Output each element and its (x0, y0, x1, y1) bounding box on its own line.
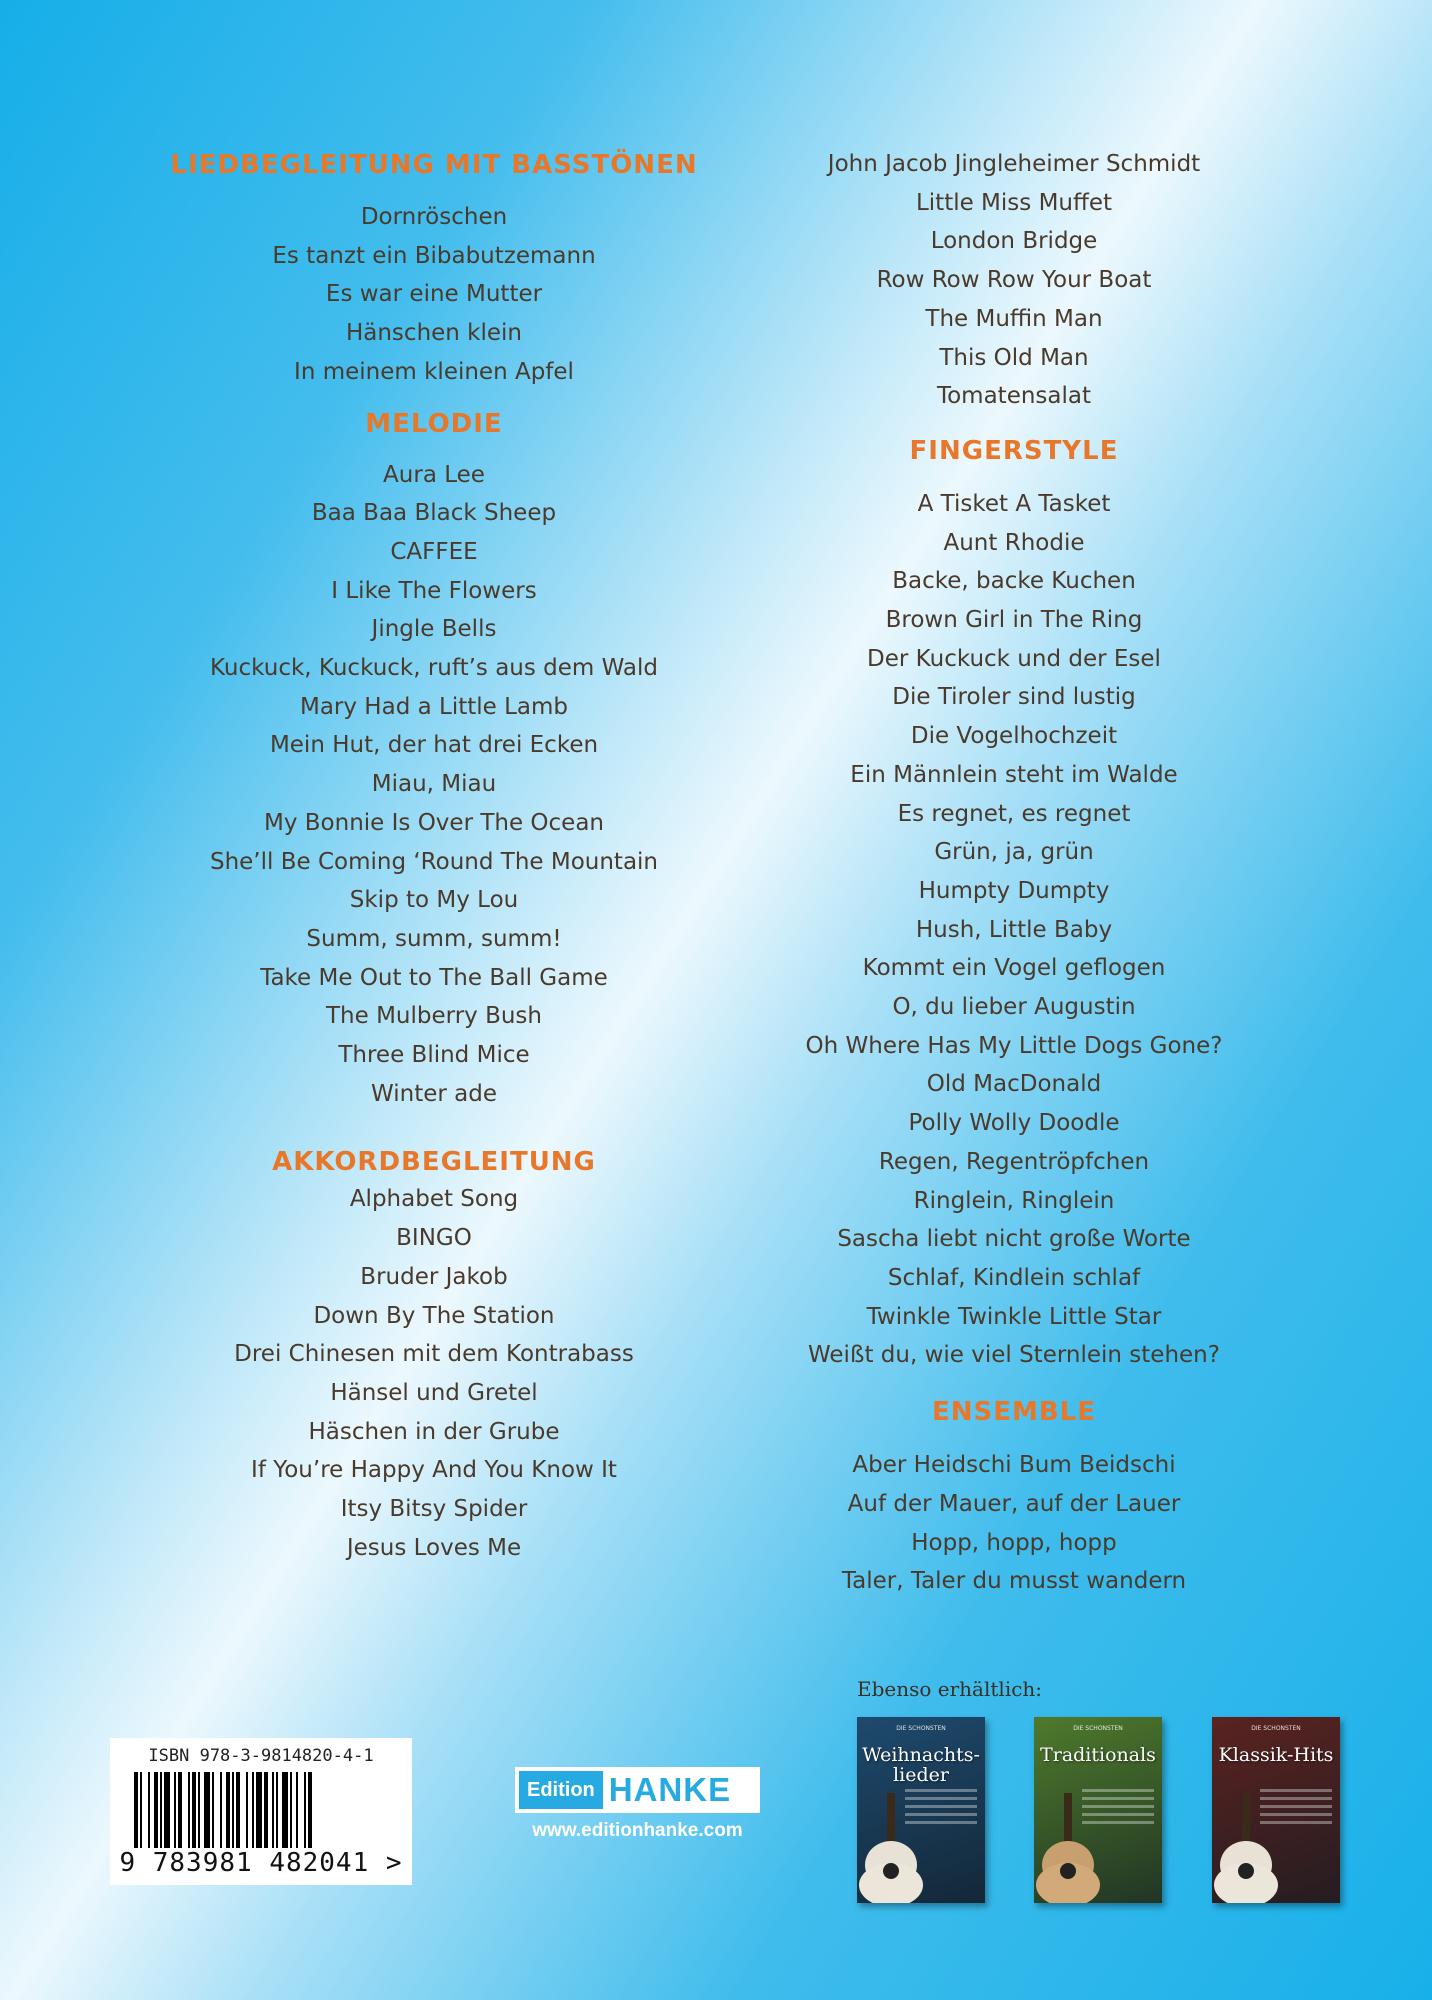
barcode-bars (134, 1772, 384, 1848)
song-title: Auf der Mauer, auf der Lauer (847, 1490, 1181, 1517)
book-cover-klassik-hits[interactable] (1212, 1717, 1340, 1903)
song-title: Three Blind Mice (338, 1042, 530, 1069)
song-title: If You’re Happy And You Know It (251, 1457, 617, 1484)
song-title: Taler, Taler du musst wandern (841, 1568, 1187, 1595)
song-title: Drei Chinesen mit dem Kontrabass (234, 1341, 634, 1368)
song-title: John Jacob Jingleheimer Schmidt (827, 151, 1201, 177)
song-title: CAFFEE (390, 538, 478, 565)
song-title: Es war eine Mutter (325, 281, 543, 308)
song-title: Mein Hut, der hat drei Ecken (269, 732, 599, 759)
guitar-icon (1034, 1793, 1104, 1903)
song-title: Skip to My Lou (349, 887, 519, 914)
song-title: Alphabet Song (349, 1186, 519, 1213)
publisher-url[interactable]: www.editionhanke.com (532, 1820, 743, 1841)
song-title: Ringlein, Ringlein (913, 1187, 1115, 1214)
song-list-ensemble (740, 1446, 1288, 1601)
book-series-text: DIE SCHÖNSTEN (1073, 1725, 1123, 1732)
song-title: Der Kuckuck und der Esel (867, 645, 1161, 672)
song-title: Brown Girl in The Ring (885, 607, 1143, 634)
song-title: Kommt ein Vogel geflogen (862, 955, 1166, 982)
logo-edition-text: Edition (519, 1771, 603, 1809)
song-title: Humpty Dumpty (918, 877, 1110, 904)
song-title: Kuckuck, Kuckuck, ruft’s aus dem Wald (209, 655, 658, 682)
song-list-akkordbegleitung-continued (740, 145, 1288, 416)
song-title: Die Vogelhochzeit (910, 723, 1118, 750)
song-list-akkordbegleitung (160, 1180, 708, 1567)
song-title: Es regnet, es regnet (897, 800, 1131, 827)
song-title: Tomatensalat (936, 383, 1092, 410)
song-title: BINGO (396, 1225, 472, 1252)
song-title: Old MacDonald (926, 1071, 1102, 1098)
song-title: Hush, Little Baby (915, 916, 1113, 943)
book-cover-traditionals[interactable] (1034, 1717, 1162, 1903)
song-title: Backe, backe Kuchen (892, 568, 1136, 595)
section-heading-melodie: MELODIE (365, 408, 503, 439)
song-title: Sascha liebt nicht große Worte (837, 1226, 1191, 1253)
song-title: Jingle Bells (371, 616, 497, 643)
song-title: Regen, Regentröpfchen (878, 1148, 1150, 1175)
song-title: Take Me Out to The Ball Game (260, 964, 608, 991)
song-list-melodie (160, 456, 708, 1114)
section-heading-fingerstyle: FINGERSTYLE (909, 435, 1119, 466)
song-title: Aber Heidschi Bum Beidschi (852, 1452, 1176, 1479)
song-title: Hänsel und Gretel (330, 1379, 538, 1406)
song-title: Dornröschen (360, 204, 508, 230)
song-title: Down By The Station (313, 1302, 555, 1329)
song-title: Little Miss Muffet (915, 189, 1113, 216)
book-title: Weihnachts-lieder (862, 1744, 980, 1786)
guitar-icon (1212, 1793, 1282, 1903)
section-heading-akkordbegleitung: AKKORDBEGLEITUNG (272, 1147, 596, 1178)
song-title: Grün, ja, grün (934, 839, 1094, 866)
song-title: I Like The Flowers (331, 577, 537, 604)
section-heading-liedbegleitung: LIEDBEGLEITUNG MIT BASSTÖNEN (170, 150, 698, 180)
song-title: Schlaf, Kindlein schlaf (887, 1264, 1141, 1291)
song-title: Weißt du, wie viel Sternlein stehen? (808, 1342, 1220, 1369)
song-title: Ein Männlein steht im Walde (850, 761, 1178, 788)
logo-hanke-text: HANKE (608, 1771, 732, 1808)
song-title: O, du lieber Augustin (892, 994, 1136, 1021)
song-title: Winter ade (371, 1080, 497, 1107)
song-title: The Mulberry Bush (326, 1003, 542, 1030)
song-title: Es tanzt ein Bibabutzemann (272, 242, 596, 269)
book-title: Klassik-Hits (1218, 1744, 1334, 1766)
song-list-left (160, 150, 708, 1568)
song-list-fingerstyle (740, 485, 1288, 1375)
isbn-number: ISBN 978-3-9814820-4-1 (148, 1746, 374, 1766)
song-title: Polly Wolly Doodle (908, 1110, 1120, 1137)
song-title: My Bonnie Is Over The Ocean (264, 809, 604, 836)
song-title: Miau, Miau (371, 771, 497, 798)
song-title: This Old Man (939, 344, 1089, 371)
publisher-logo (515, 1767, 760, 1813)
song-title: Itsy Bitsy Spider (340, 1496, 528, 1523)
song-title: In meinem kleinen Apfel (294, 358, 574, 385)
also-available-label: Ebenso erhältlich: (857, 1677, 1043, 1701)
song-title: She’ll Be Coming ‘Round The Mountain (209, 848, 659, 875)
song-list-liedbegleitung (160, 198, 708, 392)
section-heading-ensemble: ENSEMBLE (931, 1397, 1097, 1428)
song-title: A Tisket A Tasket (917, 490, 1111, 517)
song-title: Oh Where Has My Little Dogs Gone? (805, 1032, 1223, 1059)
isbn-barcode (110, 1738, 412, 1885)
song-title: Baa Baa Black Sheep (311, 500, 557, 527)
song-title: Twinkle Twinkle Little Star (866, 1303, 1162, 1330)
book-series-text: DIE SCHÖNSTEN (896, 1725, 946, 1732)
song-title: Summ, summ, summ! (306, 925, 562, 952)
song-title: Row Row Row Your Boat (876, 267, 1152, 294)
song-title: Aunt Rhodie (943, 529, 1085, 556)
song-title: Mary Had a Little Lamb (299, 693, 569, 720)
song-title: Die Tiroler sind lustig (892, 684, 1136, 711)
song-title: Bruder Jakob (360, 1263, 508, 1290)
song-title: Hopp, hopp, hopp (911, 1529, 1117, 1556)
song-title: Hänschen klein (345, 320, 523, 347)
book-series-text: DIE SCHÖNSTEN (1251, 1725, 1301, 1732)
song-title: Häschen in der Grube (308, 1418, 560, 1445)
book-title: Traditionals (1040, 1744, 1156, 1766)
song-title: London Bridge (930, 228, 1098, 255)
song-title: Jesus Loves Me (346, 1534, 522, 1561)
barcode-digits: 9 783981 482041 > (119, 1848, 403, 1878)
song-list-right (740, 145, 1288, 1601)
song-title: Aura Lee (383, 461, 485, 488)
guitar-icon (857, 1793, 927, 1903)
book-cover-weihnachtslieder[interactable] (857, 1717, 985, 1903)
song-title: The Muffin Man (925, 305, 1103, 332)
